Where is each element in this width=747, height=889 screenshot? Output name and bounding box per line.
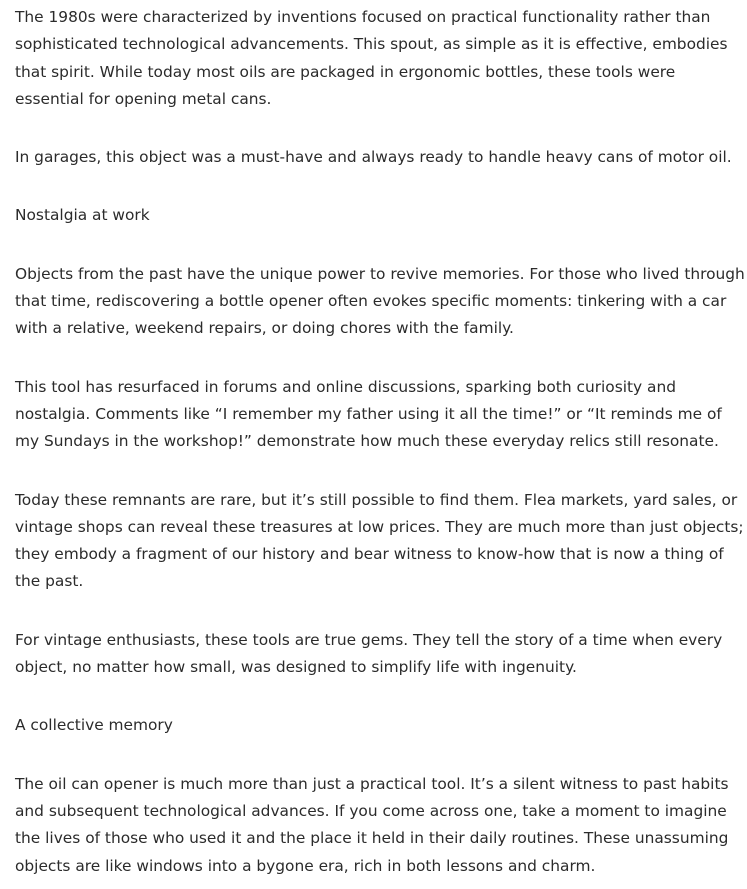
section-heading-collective-memory: A collective memory: [15, 716, 173, 735]
paragraph-garages: In garages, this object was a must-have and always ready to handle heavy cans of motor oil.: [15, 148, 732, 167]
paragraph-oil-can-opener: The oil can opener is much more than just a practical tool. It’s a silent witness to past habits and subsequent technological advances. If you come across one, take a moment to imagine the lives of those who used it and the place it held in their daily routines. These unassuming objects are like windows into a bygone era, rich in both lessons and charm.: [15, 774, 729, 875]
paragraph-vintage-enthusiasts: For vintage enthusiasts, these tools are true gems. They tell the story of a time when every object, no matter how small, was designed to simplify life with ingenuity.: [15, 630, 723, 677]
paragraph-1980s-inventions: The 1980s were characterized by inventions focused on practical functionality rather than sophisticated technological advancements. This spout, as simple as it is effective, embodies that spirit. While today most oils are packaged in ergonomic bottles, these tools were essential for opening metal cans.: [15, 8, 728, 108]
paragraph-memories: Objects from the past have the unique power to revive memories. For those who lived through that time, rediscovering a bottle opener often evokes specific moments: tinkering with a car with a relative, weekend repairs, or doing chores with the family.: [15, 264, 745, 338]
section-heading-nostalgia: Nostalgia at work: [15, 206, 150, 225]
paragraph-remnants: Today these remnants are rare, but it’s still possible to find them. Flea markets, yard sales, or vintage shops can reveal these treasures at low prices. They are much more than just objects; they embody a fragment of our history and bear witness to know-how that is now a thing of the past.: [15, 490, 744, 591]
paragraph-forums: This tool has resurfaced in forums and online discussions, sparking both curiosity and nostalgia. Comments like “I remember my father using it all the time!” or “It reminds me of my Sundays in the workshop!” demonstrate how much these everyday relics still resonate.: [15, 377, 722, 451]
